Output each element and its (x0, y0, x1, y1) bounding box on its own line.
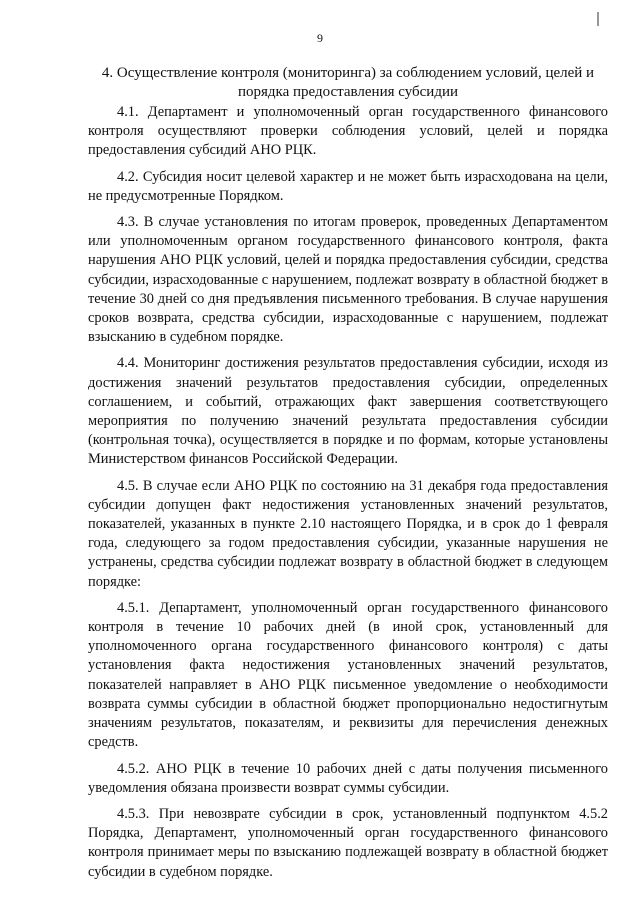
section-body (88, 103, 608, 889)
paragraph-4-4: 4.4. Мониторинг достижения результатов предоставления субсидии, исходя из достижения значений результатов предоставления субсидии, определенных соглашением, и событий, отражающих факт завершения соответствующего мероприятия по получению значений результата предоставления субсидии (контрольная точка), осуществляется в порядке и по формам, которые установлены Министерством финансов Российской Федерации. (88, 355, 608, 468)
section-heading: 4. Осуществление контроля (мониторинга) за соблюдением условий, целей и порядка предоставления субсидии (101, 65, 595, 100)
paragraph-4-5-3: 4.5.3. При невозврате субсидии в срок, установленный подпунктом 4.5.2 Порядка, Департамент, уполномоченный орган государственного финансового контроля принимает меры по взысканию подлежащей возврату в областной бюджет субсидии в судебном порядке. (88, 805, 608, 880)
paragraph-4-3: 4.3. В случае установления по итогам проверок, проведенных Департаментом или уполномоченным органом государственного финансового контроля, факта нарушения АНО РЦК условий, целей и порядка предоставления субсидии, средства субсидии, израсходованные с нарушением, подлежат возврату в областной бюджет в течение 30 дней со дня предъявления письменного требования. В случае нарушения сроков возврата, средства субсидии, израсходованные с нарушением, подлежат взысканию в судебном порядке. (88, 214, 608, 346)
paragraph-4-5-1: 4.5.1. Департамент, уполномоченный орган государственного финансового контроля в течение 10 рабочих дней (в иной срок, установленный для уполномоченного органа государственного финансового контроля) с даты установления факта недостижения установленных значений результатов, показателей направляет в АНО РЦК письменное уведомление о необходимости возврата суммы субсидии в областной бюджет пропорционально недостигнутым значениям результатов, показателям, и реквизиты для перечисления денежных средств. (88, 599, 608, 751)
paragraph-4-2: 4.2. Субсидия носит целевой характер и не может быть израсходована на цели, не предусмотренные Порядком. (88, 168, 608, 204)
page-number: 9 (317, 31, 323, 45)
paragraph-4-1: 4.1. Департамент и уполномоченный орган государственного финансового контроля осуществляют проверки соблюдения условий, целей и порядка предоставления субсидий АНО РЦК. (88, 104, 608, 159)
scan-mark (597, 12, 599, 26)
paragraph-4-5-2: 4.5.2. АНО РЦК в течение 10 рабочих дней с даты получения письменного уведомления обязана произвести возврат суммы субсидии. (88, 760, 608, 796)
paragraph-4-5: 4.5. В случае если АНО РЦК по состоянию на 31 декабря года предоставления субсидии допущен факт недостижения установленных значений результатов, показателей, указанных в пункте 2.10 настоящего Порядка, и в срок до 1 февраля года, следующего за годом предоставления субсидии, указанные нарушения не устранены, средства субсидии подлежат возврату в областной бюджет в следующем порядке: (88, 477, 608, 590)
